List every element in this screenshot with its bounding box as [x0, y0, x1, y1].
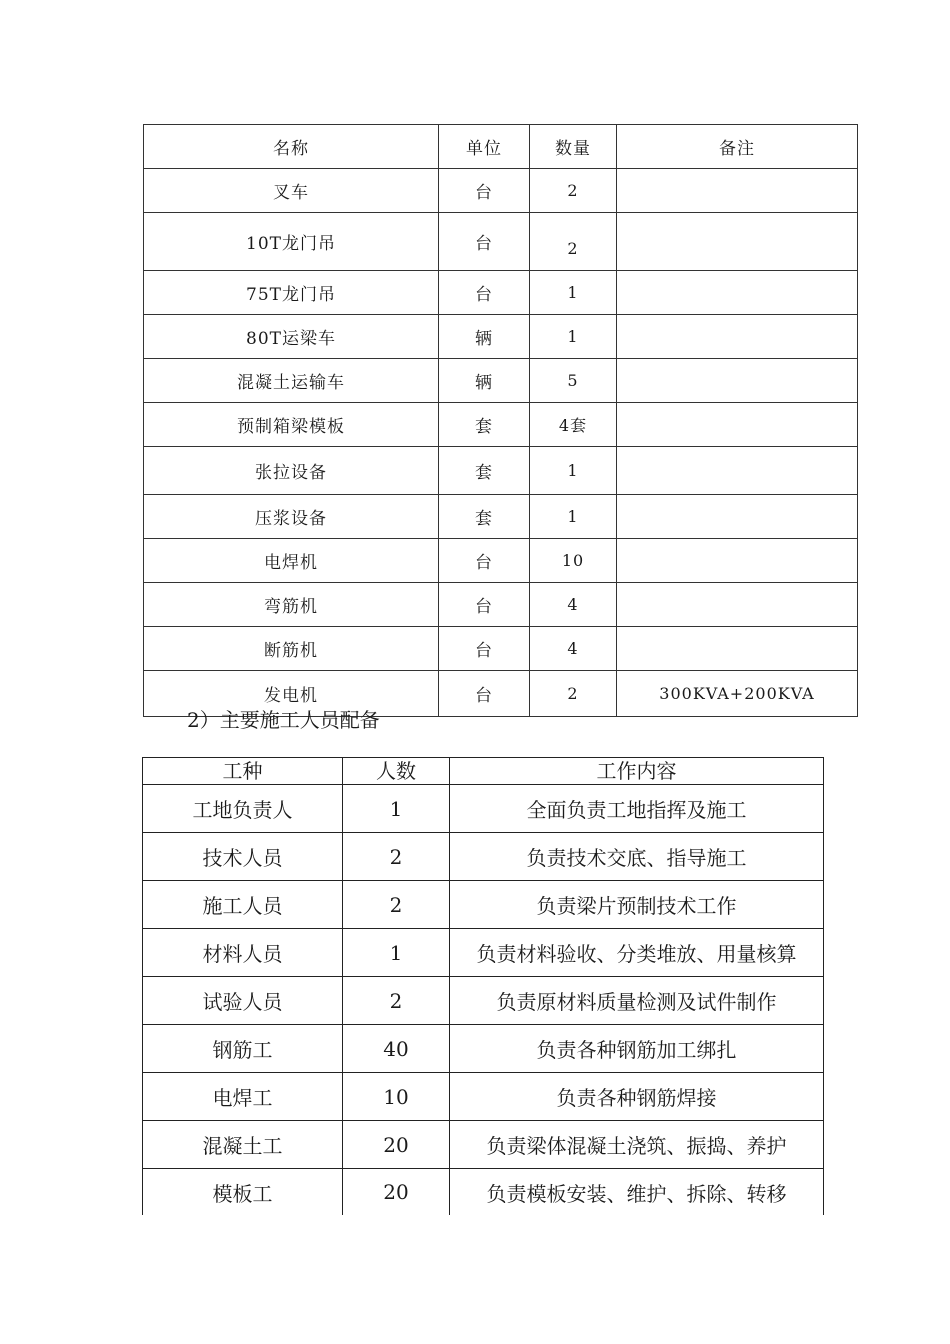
- table-row: [143, 1073, 824, 1121]
- equipment-name: 混凝土运输车: [144, 359, 439, 403]
- equipment-name: 80T运梁车: [144, 315, 439, 359]
- equipment-remarks: [617, 539, 858, 583]
- personnel-trade: 电焊工: [143, 1073, 343, 1121]
- personnel-duties: 负责材料验收、分类堆放、用量核算: [450, 929, 824, 977]
- table-row: [144, 495, 858, 539]
- equipment-unit: 台: [439, 213, 530, 271]
- table-row: [143, 881, 824, 929]
- table-row: [144, 403, 858, 447]
- personnel-duties: 负责各种钢筋焊接: [450, 1073, 824, 1121]
- table-row: [144, 271, 858, 315]
- equipment-quantity: 1: [530, 495, 617, 539]
- personnel-trade: 技术人员: [143, 833, 343, 881]
- header-name: 名称: [144, 125, 439, 169]
- equipment-name: 10T龙门吊: [144, 213, 439, 271]
- personnel-table-header-row: [143, 758, 824, 785]
- equipment-quantity: 4套: [530, 403, 617, 447]
- equipment-table: [143, 124, 858, 717]
- table-row: [143, 785, 824, 833]
- personnel-headcount: 10: [343, 1073, 450, 1121]
- equipment-name: 断筋机: [144, 627, 439, 671]
- equipment-quantity: 2: [530, 169, 617, 213]
- equipment-name: 75T龙门吊: [144, 271, 439, 315]
- personnel-headcount: 20: [343, 1169, 450, 1216]
- personnel-trade: 材料人员: [143, 929, 343, 977]
- table-row: [143, 977, 824, 1025]
- table-row: [144, 627, 858, 671]
- table-row: [144, 169, 858, 213]
- equipment-remarks: [617, 359, 858, 403]
- equipment-remarks: [617, 495, 858, 539]
- equipment-remarks: 300KVA+200KVA: [617, 671, 858, 717]
- personnel-trade: 施工人员: [143, 881, 343, 929]
- personnel-headcount: 40: [343, 1025, 450, 1073]
- header-headcount: 人数: [343, 758, 450, 785]
- personnel-duties: 负责梁体混凝土浇筑、振捣、养护: [450, 1121, 824, 1169]
- equipment-quantity: 2: [530, 671, 617, 717]
- equipment-remarks: [617, 447, 858, 495]
- personnel-headcount: 2: [343, 881, 450, 929]
- equipment-remarks: [617, 169, 858, 213]
- equipment-name: 发电机: [144, 671, 439, 717]
- personnel-headcount: 2: [343, 977, 450, 1025]
- table-row: [144, 447, 858, 495]
- section-heading: 2）主要施工人员配备: [187, 708, 380, 732]
- personnel-headcount: 2: [343, 833, 450, 881]
- equipment-quantity: 1: [530, 447, 617, 495]
- personnel-duties: 负责模板安装、维护、拆除、转移: [450, 1169, 824, 1216]
- equipment-quantity: 1: [530, 315, 617, 359]
- header-trade: 工种: [143, 758, 343, 785]
- equipment-quantity: 4: [530, 583, 617, 627]
- personnel-duties: 负责技术交底、指导施工: [450, 833, 824, 881]
- header-quantity: 数量: [530, 125, 617, 169]
- equipment-quantity: 10: [530, 539, 617, 583]
- personnel-trade: 工地负责人: [143, 785, 343, 833]
- personnel-trade: 混凝土工: [143, 1121, 343, 1169]
- personnel-trade: 试验人员: [143, 977, 343, 1025]
- equipment-name: 压浆设备: [144, 495, 439, 539]
- table-row: [144, 315, 858, 359]
- personnel-table: [142, 757, 824, 1215]
- personnel-headcount: 20: [343, 1121, 450, 1169]
- equipment-unit: 台: [439, 169, 530, 213]
- equipment-remarks: [617, 627, 858, 671]
- header-remarks: 备注: [617, 125, 858, 169]
- table-row: [143, 1121, 824, 1169]
- table-row: [143, 1025, 824, 1073]
- personnel-duties: 负责原材料质量检测及试件制作: [450, 977, 824, 1025]
- personnel-duties: 负责各种钢筋加工绑扎: [450, 1025, 824, 1073]
- equipment-name: 张拉设备: [144, 447, 439, 495]
- personnel-duties: 全面负责工地指挥及施工: [450, 785, 824, 833]
- table-row: [144, 359, 858, 403]
- equipment-unit: 台: [439, 627, 530, 671]
- table-row: [143, 929, 824, 977]
- personnel-trade: 钢筋工: [143, 1025, 343, 1073]
- equipment-unit: 台: [439, 539, 530, 583]
- equipment-remarks: [617, 213, 858, 271]
- equipment-quantity: 2: [530, 213, 617, 271]
- equipment-remarks: [617, 583, 858, 627]
- header-unit: 单位: [439, 125, 530, 169]
- header-duties: 工作内容: [450, 758, 824, 785]
- equipment-quantity: 4: [530, 627, 617, 671]
- equipment-unit: 台: [439, 671, 530, 717]
- equipment-unit: 套: [439, 403, 530, 447]
- equipment-name: 预制箱梁模板: [144, 403, 439, 447]
- personnel-headcount: 1: [343, 785, 450, 833]
- equipment-unit: 辆: [439, 315, 530, 359]
- personnel-duties: 负责梁片预制技术工作: [450, 881, 824, 929]
- equipment-table-header-row: [144, 125, 858, 169]
- equipment-unit: 套: [439, 447, 530, 495]
- equipment-remarks: [617, 271, 858, 315]
- table-row: [143, 1169, 824, 1216]
- equipment-unit: 台: [439, 583, 530, 627]
- equipment-quantity: 5: [530, 359, 617, 403]
- table-row: [144, 583, 858, 627]
- table-row: [144, 213, 858, 271]
- equipment-name: 弯筋机: [144, 583, 439, 627]
- equipment-remarks: [617, 403, 858, 447]
- table-row: [144, 539, 858, 583]
- personnel-trade: 模板工: [143, 1169, 343, 1216]
- table-row: [143, 833, 824, 881]
- equipment-quantity: 1: [530, 271, 617, 315]
- equipment-remarks: [617, 315, 858, 359]
- equipment-unit: 台: [439, 271, 530, 315]
- equipment-name: 叉车: [144, 169, 439, 213]
- personnel-headcount: 1: [343, 929, 450, 977]
- equipment-unit: 辆: [439, 359, 530, 403]
- equipment-unit: 套: [439, 495, 530, 539]
- equipment-name: 电焊机: [144, 539, 439, 583]
